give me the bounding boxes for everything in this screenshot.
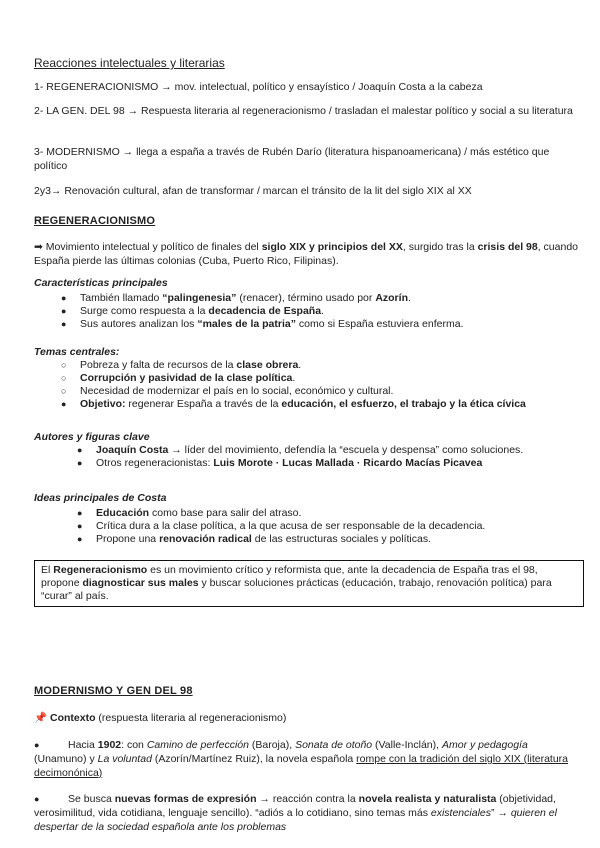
temas-title: Temas centrales: <box>34 346 120 358</box>
temas-list <box>34 359 582 411</box>
autores-title: Autores y figuras clave <box>34 431 150 443</box>
mod-paragraph-1: ● Hacia 1902: con Camino de perfección (Baroja), Sonata de otoño (Valle-Inclán), Amor y pedagogía (Unamuno) y La voluntad (Azorín/Martínez Ruiz), la novela española rompe con la tradición del siglo XIX (literatura decimonónica) <box>34 739 569 779</box>
bullet-icon: ● <box>61 306 67 316</box>
bullet-icon: ● <box>77 445 83 455</box>
car-title: Características principales <box>34 277 168 289</box>
circle-bullet-icon: ○ <box>61 360 67 370</box>
bullet-icon: ● <box>77 534 83 544</box>
ideas-list <box>34 507 582 546</box>
car-list <box>34 292 582 331</box>
list-item: ● Objetivo: regenerar España a través de la educación, el esfuerzo, el trabajo y la ética cívica <box>61 398 526 410</box>
regen-heading: REGENERACIONISMO <box>34 215 156 227</box>
circle-bullet-icon: ○ <box>61 373 67 383</box>
pin-icon: 📌 <box>34 712 48 724</box>
page-title: Reacciones intelectuales y literarias <box>34 56 225 70</box>
list-item: ● También llamado “palingenesia” (renacer), término usado por Azorín. <box>61 292 411 304</box>
ideas-title: Ideas principales de Costa <box>34 492 167 504</box>
list-item: ○ Corrupción y pasividad de la clase política. <box>61 372 296 384</box>
summary-line-3: 3- MODERNISMO → llega a españa a través de Rubén Darío (literatura hispanoamericana) / más estético que político <box>34 146 550 172</box>
circle-bullet-icon: ○ <box>61 386 67 396</box>
summary-line-2: 2- LA GEN. DEL 98 → Respuesta literaria al regeneracionismo / trasladan el malestar político y social a su literatura <box>34 105 573 117</box>
bullet-icon: ● <box>34 794 40 804</box>
list-item: ● Joaquín Costa → líder del movimiento, defendía la “escuela y despensa” como soluciones. <box>77 444 524 456</box>
mod-context: 📌 Contexto (respuesta literaria al regeneracionismo) <box>34 712 287 724</box>
list-item: ○ Necesidad de modernizar el país en lo social, económico y cultural. <box>61 385 394 397</box>
list-item: ● Otros regeneracionistas: Luis Morote · Lucas Mallada · Ricardo Macías Picavea <box>77 457 483 469</box>
autores-list <box>34 444 582 470</box>
arrow-icon: ➡ <box>34 241 43 253</box>
bullet-icon: ● <box>61 399 67 409</box>
mod-heading: MODERNISMO Y GEN DEL 98 <box>34 685 193 697</box>
summary-box: El Regeneracionismo es un movimiento crítico y reformista que, ante la decadencia de España tras el 98, propone diagnosticar sus males y buscar soluciones prácticas (educación, trabajo, renovación política) para “curar” al país. <box>34 560 584 607</box>
list-item: ● Educación como base para salir del atraso. <box>77 507 302 519</box>
summary-line-1: 1- REGENERACIONISMO → mov. intelectual, político y ensayístico / Joaquín Costa a la cabeza <box>34 81 483 93</box>
regen-intro: ➡ Movimiento intelectual y político de finales del siglo XIX y principios del XX, surgido tras la crisis del 98, cuando España pierde las últimas colonias (Cuba, Puerto Rico, Filipinas). <box>34 241 579 267</box>
bullet-icon: ● <box>77 458 83 468</box>
bullet-icon: ● <box>34 740 40 750</box>
list-item: ● Sus autores analizan los “males de la patria” como si España estuviera enferma. <box>61 318 464 330</box>
list-item: ● Propone una renovación radical de las estructuras sociales y políticas. <box>77 533 432 545</box>
bullet-icon: ● <box>61 293 67 303</box>
bullet-icon: ● <box>61 319 67 329</box>
list-item: ● Crítica dura a la clase política, a la que acusa de ser responsable de la decadencia. <box>77 520 486 532</box>
bullet-icon: ● <box>77 508 83 518</box>
summary-line-4: 2y3→ Renovación cultural, afan de transformar / marcan el tránsito de la lit del siglo XIX al XX <box>34 185 472 197</box>
list-item: ○ Pobreza y falta de recursos de la clase obrera. <box>61 359 302 371</box>
bullet-icon: ● <box>77 521 83 531</box>
list-item: ● Surge como respuesta a la decadencia de España. <box>61 305 324 317</box>
mod-paragraph-2: ● Se busca nuevas formas de expresión → reacción contra la novela realista y naturalista (objetividad, verosimilitud, vida cotidiana, lenguaje sencillo). “adiós a lo cotidiano, sino temas más existenciales” → quieren el despertar de la sociedad española ante los problemas <box>34 793 557 833</box>
